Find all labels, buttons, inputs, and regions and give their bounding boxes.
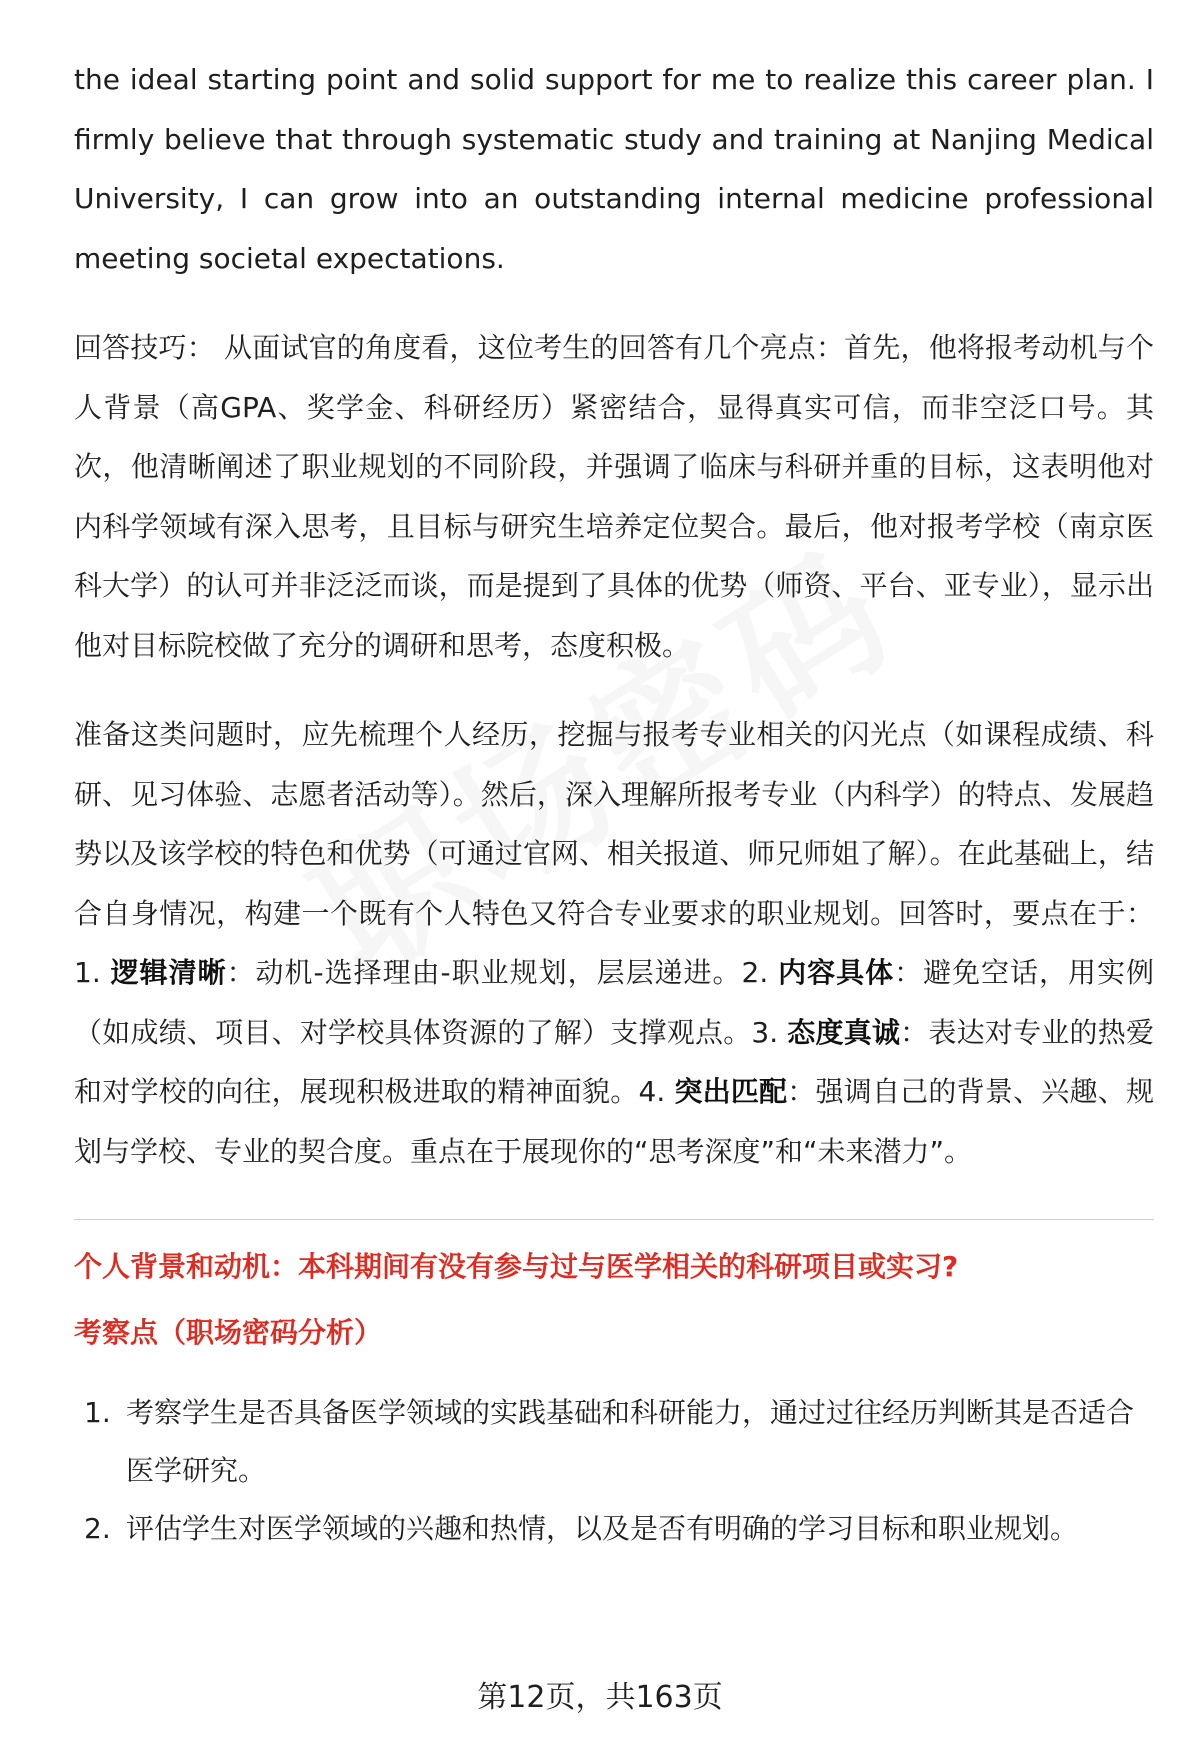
list-item-number: 2. (84, 1512, 111, 1545)
list-item-text: 考察学生是否具备医学领域的实践基础和科研能力，通过过往经历判断其是否适合医学研究。 (126, 1396, 1135, 1487)
prep-text-1: 准备这类问题时，应先梳理个人经历，挖掘与报考专业相关的闪光点（如课程成绩、科研、见习体验、志愿者活动等）。然后，深入理解所报考专业（内科学）的特点、发展趋势以及该学校的特色和优势（可通过官网、相关报道、师兄师姐了解）。在此基础上，结合自身情况，构建一个既有个人特色又符合专业要求的职业规划。回答时，要点在于：1. (74, 718, 1154, 989)
intro-paragraph: the ideal starting point and solid support for me to realize this career plan. I firmly believe that through systematic study and training at Nanjing Medical University, I can grow into an outstanding internal medicine professional meeting societal expectations. (74, 63, 1154, 275)
focus-list (74, 1384, 1154, 1558)
document-page (74, 50, 1154, 1558)
prep-point-content: 内容具体 (778, 956, 895, 989)
prep-paragraph (74, 705, 1154, 1181)
list-item (74, 1500, 1154, 1558)
prep-text-3: ：避免空话，用实例（如成绩、项目、对学校具体资源的了解）支撑观点。3. (74, 956, 1154, 1049)
list-item-text: 评估学生对医学领域的兴趣和热情，以及是否有明确的学习目标和职业规划。 (126, 1512, 1079, 1545)
prep-text-2: ：动机-选择理由-职业规划，层层递进。2. (226, 956, 779, 989)
list-item-number: 1. (84, 1396, 111, 1429)
prep-text-5: ：强调自己的背景、兴趣、规划与学校、专业的契合度。重点在于展现你的“思考深度”和“未来潜力”。 (74, 1075, 1154, 1168)
prep-point-attitude: 态度真诚 (787, 1015, 901, 1049)
list-item (74, 1384, 1154, 1500)
page-footer: 第12页，共163页 (477, 1680, 723, 1715)
tips-paragraph: 回答技巧： 从面试官的角度看，这位考生的回答有几个亮点：首先，他将报考动机与个人背景（高GPA、奖学金、科研经历）紧密结合，显得真实可信，而非空泛口号。其次，他清晰阐述了职业规划的不同阶段，并强调了临床与科研并重的目标，这表明他对内科学领域有深入思考，且目标与研究生培养定位契合。最后，他对报考学校（南京医科大学）的认可并非泛泛而谈，而是提到了具体的优势（师资、平台、亚专业），显示出他对目标院校做了充分的调研和思考，态度积极。 (74, 331, 1154, 662)
prep-point-logic: 逻辑清晰 (110, 956, 227, 989)
prep-text-4: ：表达对专业的热爱和对学校的向往，展现积极进取的精神面貌。4. (74, 1015, 1154, 1108)
question-heading: 个人背景和动机：本科期间有没有参与过与医学相关的科研项目或实习? (74, 1250, 959, 1283)
section-divider (74, 1219, 1154, 1220)
prep-point-match: 突出匹配 (674, 1075, 788, 1108)
focus-heading: 考察点（职场密码分析） (74, 1316, 383, 1349)
